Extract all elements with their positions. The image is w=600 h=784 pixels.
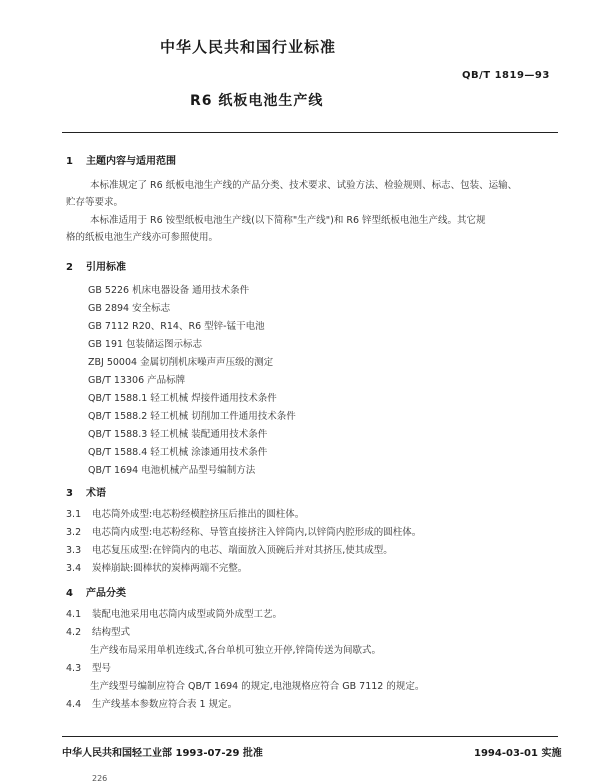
reference-item: QB/T 1588.2 轻工机械 切削加工件通用技术条件 <box>88 411 296 422</box>
reference-item: GB/T 13306 产品标牌 <box>88 375 186 386</box>
clause-4-3-body: 生产线型号编制应符合 QB/T 1694 的规定,电池规格应符合 GB 7112 的规定。 <box>90 681 425 692</box>
clause-number: 4.1 <box>66 609 82 620</box>
header-divider <box>62 132 558 133</box>
clause-4-2-body: 生产线布局采用单机连线式,各台单机可独立开停,锌筒传送为间歇式。 <box>90 645 382 656</box>
clause-text: 装配电池采用电芯筒内成型或筒外成型工艺。 <box>92 609 283 620</box>
clause-number: 3.2 <box>66 527 82 538</box>
reference-item: QB/T 1694 电池机械产品型号编制方法 <box>88 465 256 476</box>
section-1-heading <box>66 152 176 167</box>
term-item <box>66 542 393 556</box>
page-number: 226 <box>92 774 108 783</box>
clause-number: 4.4 <box>66 699 82 710</box>
term-item <box>66 560 247 574</box>
effective-date: 1994-03-01 实施 <box>474 748 562 759</box>
document-title: R6 纸板电池生产线 <box>190 93 324 109</box>
reference-item: QB/T 1588.3 轻工机械 装配通用技术条件 <box>88 429 268 440</box>
reference-item: GB 5226 机床电器设备 通用技术条件 <box>88 285 250 296</box>
clause-4-4 <box>66 696 237 710</box>
clause-number: 4.2 <box>66 627 82 638</box>
footer-divider <box>62 736 558 737</box>
reference-item: QB/T 1588.4 轻工机械 涂漆通用技术条件 <box>88 447 268 458</box>
section-1-para-2-line-2: 格的纸板电池生产线亦可参照使用。 <box>66 232 219 243</box>
section-title: 引用标准 <box>86 262 126 273</box>
clause-number: 3.3 <box>66 545 82 556</box>
clause-4-2 <box>66 624 130 638</box>
section-title: 术语 <box>86 488 106 499</box>
clause-text: 结构型式 <box>92 627 131 638</box>
section-3-heading <box>66 484 106 499</box>
section-1-para-1-line-1: 本标准规定了 R6 纸板电池生产线的产品分类、技术要求、试验方法、检验规则、标志、包装、运输、 <box>90 180 518 191</box>
clause-text: 电芯筒外成型:电芯粉经模腔挤压后推出的圆柱体。 <box>92 509 305 520</box>
approval-line: 中华人民共和国轻工业部 1993-07-29 批准 <box>62 748 263 759</box>
section-title: 产品分类 <box>86 588 126 599</box>
clause-number: 4.3 <box>66 663 82 674</box>
standard-code: QB/T 1819—93 <box>462 70 550 81</box>
clause-number: 3.1 <box>66 509 82 520</box>
reference-item: GB 7112 R20、R14、R6 型锌-锰干电池 <box>88 321 265 332</box>
clause-text: 生产线基本参数应符合表 1 规定。 <box>92 699 238 710</box>
section-number: 1 <box>66 156 73 167</box>
clause-text: 型号 <box>92 663 112 674</box>
section-1-para-2-line-1: 本标准适用于 R6 铵型纸板电池生产线(以下简称"生产线")和 R6 锌型纸板电池生产线。其它规 <box>90 215 486 226</box>
clause-4-1 <box>66 606 282 620</box>
clause-4-3 <box>66 660 111 674</box>
reference-item: QB/T 1588.1 轻工机械 焊接件通用技术条件 <box>88 393 277 404</box>
clause-text: 电芯复压成型:在锌筒内的电芯、端面放入顶碗后并对其挤压,使其成型。 <box>92 545 393 556</box>
clause-text: 电芯筒内成型:电芯粉经称、导管直接挤注入锌筒内,以锌筒内腔形成的圆柱体。 <box>92 527 422 538</box>
clause-text: 炭棒崩缺:圆棒状的炭棒两端不完整。 <box>92 563 248 574</box>
section-number: 2 <box>66 262 73 273</box>
section-1-para-1-line-2: 贮存等要求。 <box>66 197 124 208</box>
reference-item: GB 191 包装储运图示标志 <box>88 339 203 350</box>
section-4-heading <box>66 584 126 599</box>
issuing-authority-title: 中华人民共和国行业标准 <box>160 38 337 56</box>
term-item <box>66 524 421 538</box>
section-2-heading <box>66 258 126 273</box>
term-item <box>66 506 304 520</box>
clause-number: 3.4 <box>66 563 82 574</box>
section-title: 主题内容与适用范围 <box>86 156 176 167</box>
section-number: 3 <box>66 488 73 499</box>
section-number: 4 <box>66 588 73 599</box>
reference-item: GB 2894 安全标志 <box>88 303 171 314</box>
reference-item: ZBJ 50004 金属切削机床噪声声压级的测定 <box>88 357 274 368</box>
